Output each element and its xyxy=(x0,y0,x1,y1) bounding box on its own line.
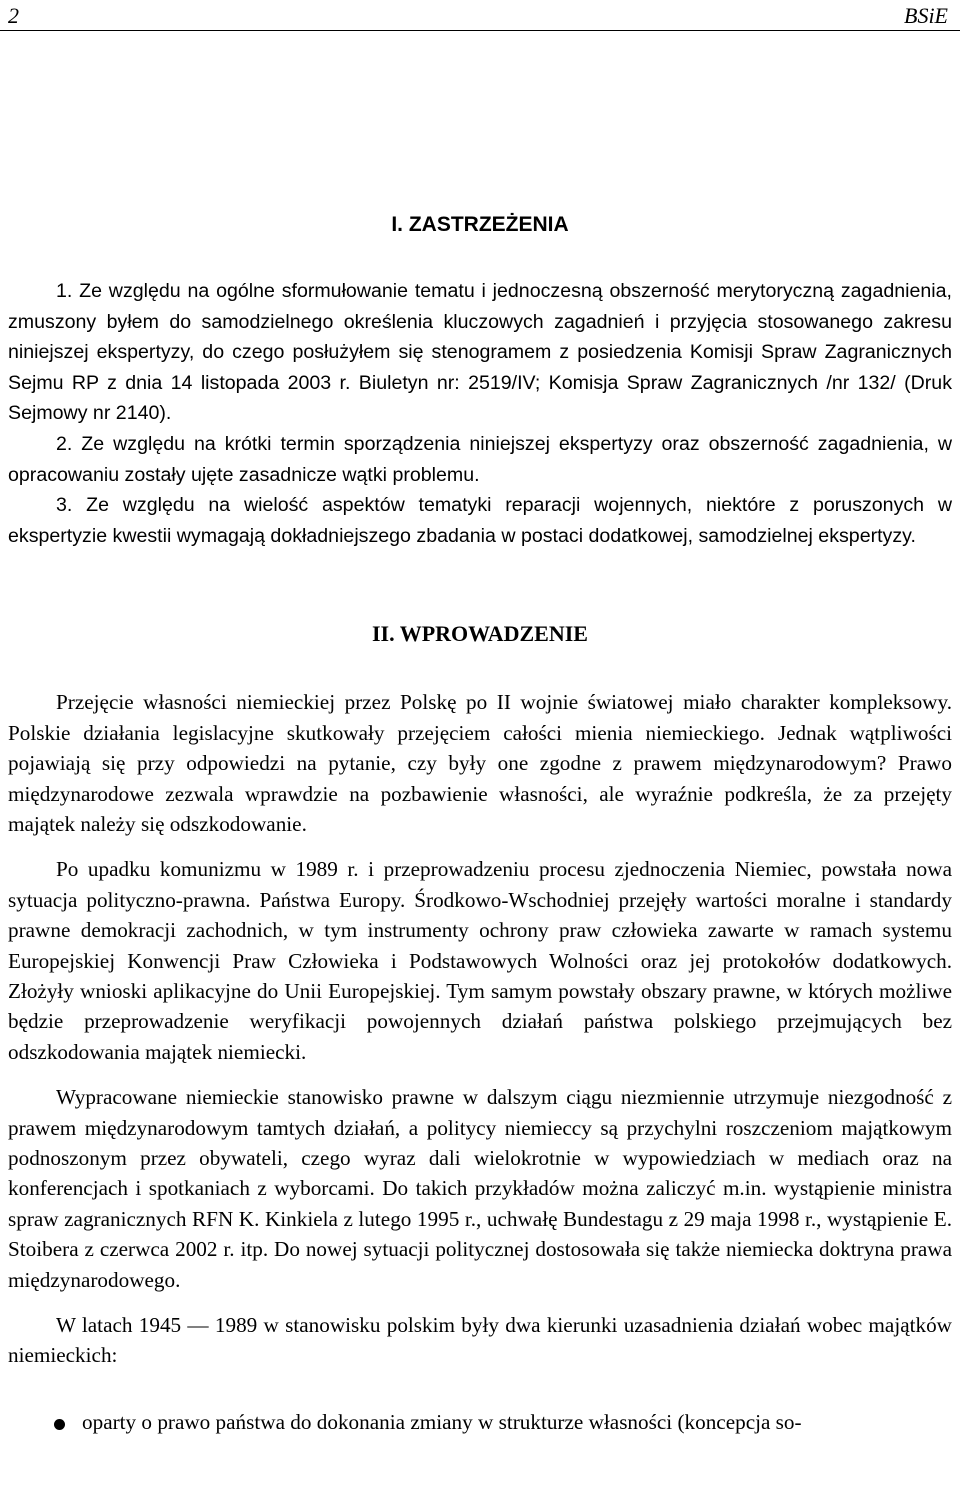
introduction-text xyxy=(8,687,952,1371)
reservation-paragraph-1: 1. Ze względu na ogólne sformułowanie tematu i jednoczesną obszerność merytoryczną zagadnienia, zmuszony byłem do samodzielnego określenia kluczowych zagadnień i przyjęcia stosowanego zakresu niniejszej ekspertyzy, do czego posłużyłem się stenogramem z posiedzenia Komisji Spraw Zagranicznych Sejmu RP z dnia 14 listopada 2003 r. Biuletyn nr: 2519/IV; Komisja Spraw Zagranicznych /nr 132/ (Druk Sejmowy nr 2140). xyxy=(8,280,952,425)
page-number: 2 xyxy=(8,3,19,28)
section-heading-reservations: I. ZASTRZEŻENIA xyxy=(391,213,569,236)
intro-paragraph-1: Przejęcie własności niemieckiej przez Polskę po II wojnie światowej miało charakter kompleksowy. Polskie działania legislacyjne skutkowały przejęciem całości mienia niemieckiego. Jednak wątpliwości pojawiają się przy odpowiedzi na pytanie, czy były one zgodne z prawem międzynarodowym? Prawo międzynarodowe zezwala wprawdzie na pozbawienie własności, ale wyraźnie podkreśla, że za przejęty majątek należy się odszkodowanie. xyxy=(8,690,952,836)
intro-paragraph-4: W latach 1945 — 1989 w stanowisku polskim były dwa kierunki uzasadnienia działań wobec majątków niemieckich: xyxy=(8,1313,952,1368)
section-heading-introduction: II. WPROWADZENIE xyxy=(372,621,588,647)
document-body xyxy=(8,210,952,1437)
intro-paragraph-2: Po upadku komunizmu w 1989 r. i przeprowadzeniu procesu zjednoczenia Niemiec, powstała nowa sytuacja polityczno-prawna. Państwa Europy. Środkowo-Wschodniej przejęły wartości moralne i standardy prawne demokracji zachodnich, w tym instrumenty ochrony praw człowieka zawarte w ramach systemu Europejskiej Konwencji Praw Człowieka i Podstawowych Wolności oraz jej protokołów dodatkowych. Złożyły wnioski aplikacyjne do Unii Europejskiej. Tym samym powstały obszary prawne, w których możliwe będzie przeprowadzenie weryfikacji powojennych działań państwa polskiego przejmujących bez odszkodowania majątek niemiecki. xyxy=(8,857,952,1064)
bullet-icon xyxy=(54,1419,65,1430)
list-item xyxy=(8,1407,952,1437)
reservation-paragraph-3: 3. Ze względu na wielość aspektów tematyki reparacji wojennych, niektóre z poruszonych w ekspertyzie kwestii wymagają dokładniejszego zbadania w postaci dodatkowej, samodzielnej ekspertyzy. xyxy=(8,494,952,547)
page-header xyxy=(0,0,960,31)
list-item-text: oparty o prawo państwa do dokonania zmiany w strukturze własności (koncepcja so- xyxy=(82,1409,802,1434)
reservations-list xyxy=(8,276,952,551)
reservation-paragraph-2: 2. Ze względu na krótki termin sporządzenia niniejszej ekspertyzy oraz obszerność zagadnienia, w opracowaniu zostały ujęte zasadnicze wątki problemu. xyxy=(8,432,952,486)
running-head: BSiE xyxy=(904,3,948,28)
intro-paragraph-3: Wypracowane niemieckie stanowisko prawne w dalszym ciągu niezmiennie utrzymuje niezgodność z prawem międzynarodowym tamtych działań, a politycy niemieccy są przychylni roszczeniom majątkowym podnoszonym przez obywateli, czego wyraz dali wielokrotnie w wypowiedziach w mediach oraz na konferencjach i spotkaniach z wyborcami. Do takich przykładów można zaliczyć m.in. wystąpienie ministra spraw zagranicznych RFN K. Kinkiela z lutego 1995 r., uchwałę Bundestagu z 29 maja 1998 r., wystąpienie E. Stoibera z czerwca 2002 r. itp. Do nowej sytuacji politycznej dostosowała się także niemiecka doktryna prawa międzynarodowego. xyxy=(8,1085,952,1292)
